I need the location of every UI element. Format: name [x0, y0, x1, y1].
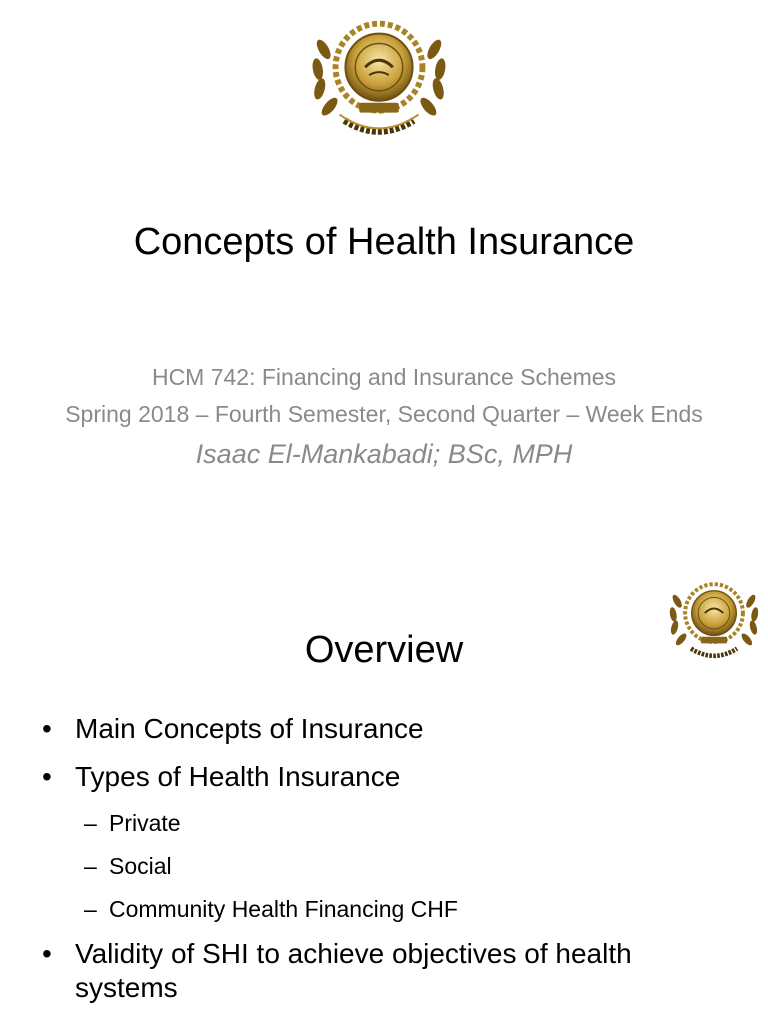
- bullet-icon: •: [42, 713, 52, 744]
- sub-bullet-text: Community Health Financing CHF: [109, 896, 458, 922]
- sub-list-item: [0, 851, 768, 881]
- bullet-text: Types of Health Insurance: [75, 761, 401, 792]
- term-subtitle: Spring 2018 – Fourth Semester, Second Quarter – Week Ends: [65, 401, 703, 427]
- sub-list-item: [0, 894, 768, 924]
- bullet-icon: •: [42, 761, 52, 792]
- sub-list-item: [0, 808, 768, 838]
- bullet-text: Main Concepts of Insurance: [75, 713, 424, 744]
- sub-bullet-text: Social: [109, 853, 172, 879]
- dash-icon: –: [84, 853, 97, 879]
- university-seal-icon: [300, 8, 458, 150]
- bullet-icon: •: [42, 938, 52, 969]
- author-name: Isaac El-Mankabadi; BSc, MPH: [195, 439, 573, 469]
- course-subtitle: HCM 742: Financing and Insurance Schemes: [151, 364, 617, 390]
- overview-title: Overview: [304, 629, 464, 671]
- bullet-text: Validity of SHI to achieve objectives of health systems: [75, 938, 632, 1003]
- sub-bullet-text: Private: [109, 810, 181, 836]
- slide-title: Concepts of Health Insurance: [133, 221, 635, 263]
- list-item: [0, 712, 715, 746]
- dash-icon: –: [84, 896, 97, 922]
- list-item: [0, 937, 715, 1005]
- overview-bullet-list: [0, 712, 768, 1019]
- dash-icon: –: [84, 810, 97, 836]
- list-item: [0, 760, 715, 794]
